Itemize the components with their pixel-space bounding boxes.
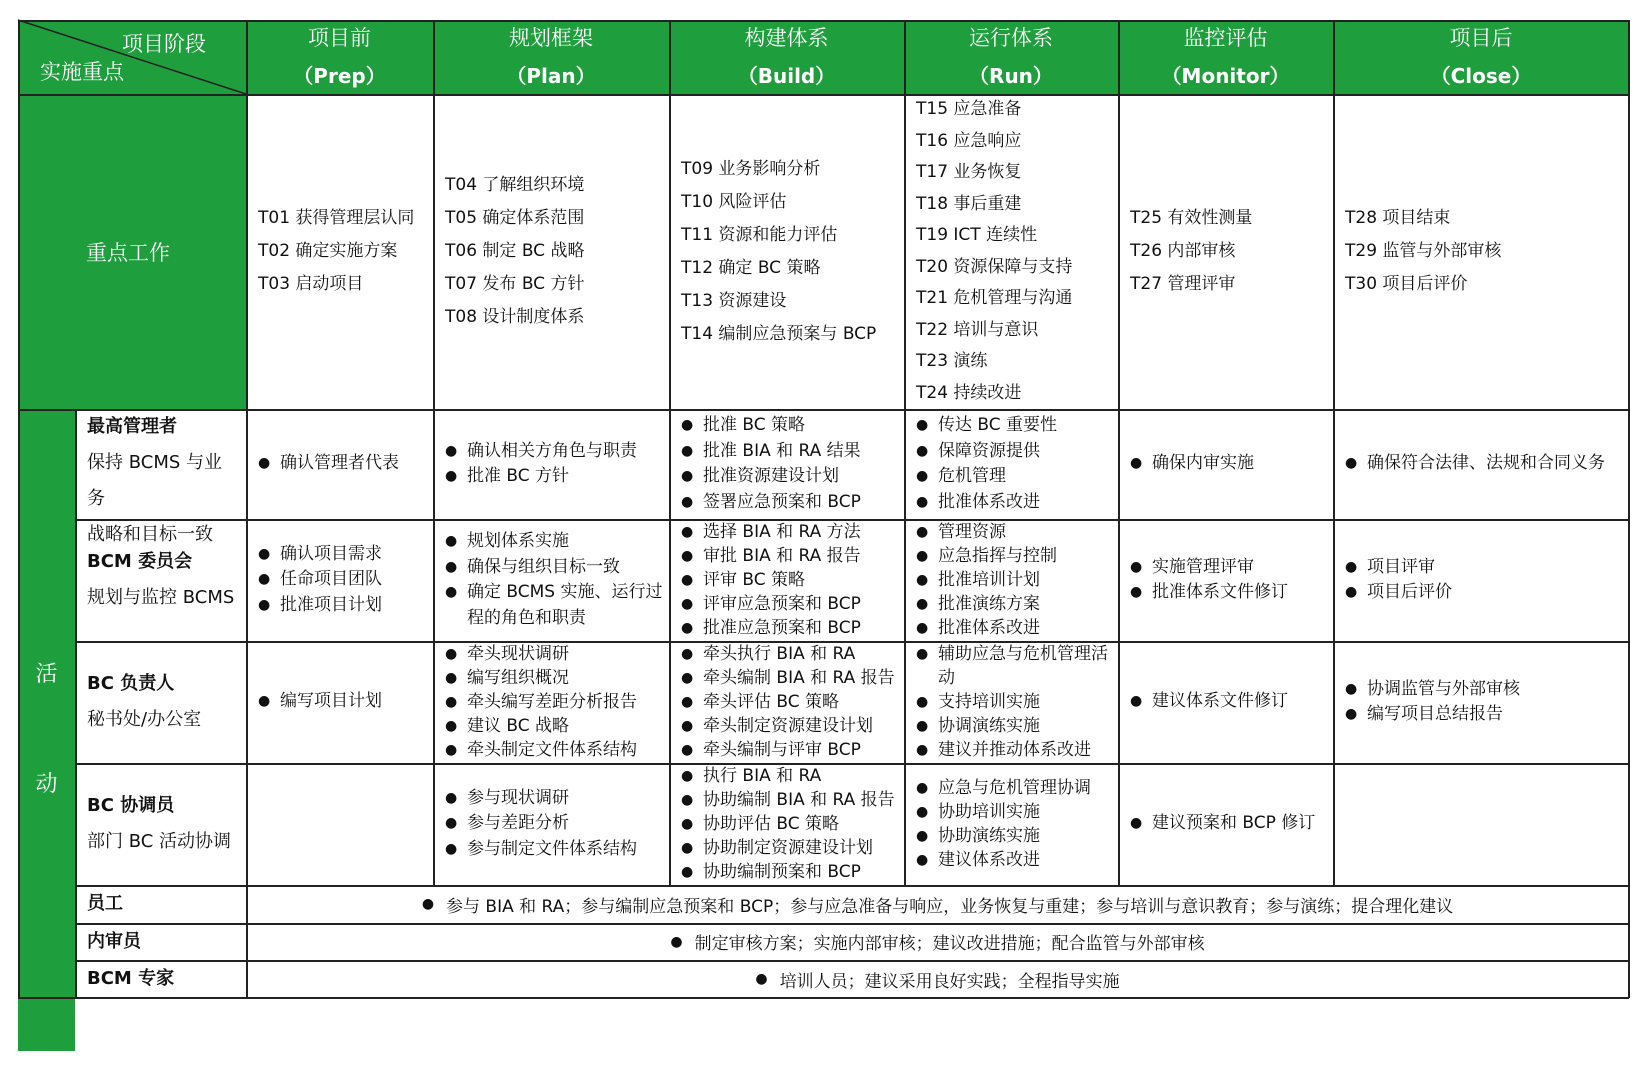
activity-cell [1333,409,1629,519]
task-item: T20 资源保障与支持 [916,256,1073,277]
activity-list [1333,519,1629,641]
task-item: T05 确定体系范围 [445,208,585,228]
grid-line [1118,20,1120,885]
task-item: T07 发布 BC 方针 [445,274,585,294]
activity-item: ● 协助评估 BC 策略 [681,812,900,836]
grid-line [18,20,1629,22]
phase-header-plan [433,20,669,94]
activity-item: ● 传达 BC 重要性 [916,413,1114,439]
task-list [669,94,904,409]
key-work-cell-build [669,94,904,409]
activity-item: ● 批准 BIA 和 RA 结果 [681,439,900,465]
grid-line [246,20,248,998]
activity-list [1118,409,1333,519]
grid-line [75,763,1629,765]
activity-cell [1333,519,1629,641]
activity-item: ● 确保符合法律、法规和合同义务 [1345,451,1619,477]
task-item: T17 业务恢复 [916,162,1022,182]
activity-item: ● 批准应急预案和 BCP [681,616,900,640]
activity-list [904,763,1118,885]
activity-item: ● 批准资源建设计划 [681,464,900,490]
task-list [433,94,669,409]
activity-item: ● 编写项目计划 [258,689,429,715]
task-item: T15 应急准备 [916,99,1022,119]
key-work-cell-prep [246,94,433,409]
phase-name: 构建体系 [744,26,829,50]
row-text-content: 参与 BIA 和 RA；参与编制应急预案和 BCP；参与应急准备与响应，业务恢复与重建；参与培训与意识教育；参与演练；提合理化建议 [446,896,1454,917]
row-text [246,960,1629,998]
row-text [246,923,1629,960]
grid-line [75,885,1629,887]
header-corner-cell [18,20,246,94]
phase-code: （Build） [737,64,836,88]
activity-cell [433,409,669,519]
expert-activity-cell [246,960,1629,998]
role-title: BC 协调员 [87,795,175,816]
activity-list [904,641,1118,763]
activity-item: ● 牵头现状调研 [445,642,665,666]
activity-item: ● 牵头评估 BC 策略 [681,690,900,714]
task-item: T18 事后重建 [916,193,1022,214]
activity-item: ● 批准体系改进 [916,490,1114,516]
task-item: T16 应急响应 [916,130,1022,151]
activity-item: ● 协助制定资源建设计划 [681,836,900,860]
task-item: T12 确定 BC 策略 [681,257,821,278]
grid-line [18,409,1629,411]
activity-item: ● 支持培训实施 [916,690,1114,714]
role-title: BCM 专家 [87,968,175,989]
activity-item: ● 选择 BIA 和 RA 方法 [681,520,900,544]
activity-item: ● 协调演练实施 [916,714,1114,738]
phase-name: 项目前 [308,26,371,50]
task-item: T09 业务影响分析 [681,158,821,179]
role-title: BCM 委员会 [87,551,193,572]
task-item: T08 设计制度体系 [445,307,585,327]
key-work-cell-close [1333,94,1629,409]
role-subtitle: 部门 BC 活动协调 [87,831,232,852]
activity-item: ● 牵头制定资源建设计划 [681,714,900,738]
task-list [904,94,1118,409]
activity-item: ● 应急指挥与控制 [916,544,1114,568]
key-work-cell-monitor [1118,94,1333,409]
phase-header-prep [246,20,433,94]
task-list [1118,94,1333,409]
activity-item: ● 确保与组织目标一致 [445,555,665,581]
activity-item: ● 编写组织概况 [445,666,665,690]
row-text-content: 培训人员；建议采用良好实践；全程指导实施 [779,971,1120,992]
role-subtitle: 秘书处/办公室 [87,709,202,730]
activity-list [1118,763,1333,885]
phase-header-build [669,20,904,94]
activity-item: ● 保障资源提供 [916,439,1114,465]
phase-header-run [904,20,1118,94]
activity-cell [246,409,433,519]
role-cell-top-management [75,409,246,545]
grid-line [1628,20,1630,998]
key-work-label: 重点工作 [86,240,170,265]
role-cell-bc-lead [75,641,246,763]
grid-line [18,997,1629,999]
activity-list [1333,409,1629,519]
phase-header-monitor [1118,20,1333,94]
activity-cell [1118,763,1333,885]
activity-item: ● 确认管理者代表 [258,451,429,477]
activity-list [246,641,433,763]
activity-cell [669,409,904,519]
activity-list [1118,519,1333,641]
activity-item: ● 牵头编制 BIA 和 RA 报告 [681,666,900,690]
activity-cell [904,409,1118,519]
phase-code: （Prep） [293,64,386,88]
activity-cell [246,641,433,763]
task-list [246,94,433,409]
activity-item: ● 批准演练方案 [916,592,1114,616]
task-item: T25 有效性测量 [1130,208,1253,228]
key-work-cell-run [904,94,1118,409]
phase-name: 运行体系 [969,26,1053,50]
activity-list [433,409,669,519]
activities-label-char: 活 [35,662,58,687]
activity-cell [1118,519,1333,641]
activity-list [669,519,904,641]
activities-label-cell [18,409,75,1051]
activity-item: ● 规划体系实施 [445,529,665,555]
task-item: T30 项目后评价 [1345,274,1468,294]
activity-cell [246,519,433,641]
row-text [246,885,1629,923]
activity-list [246,519,433,641]
activity-item: ● 应急与危机管理协调 [916,776,1114,800]
activity-item: ● 评审应急预案和 BCP [681,592,900,616]
auditor-activity-cell [246,923,1629,960]
activity-item: ● 审批 BIA 和 RA 报告 [681,544,900,568]
bcms-implementation-table [18,20,1629,1051]
activity-cell [1118,409,1333,519]
activity-item: ● 参与现状调研 [445,786,665,812]
task-item: T22 培训与意识 [916,319,1039,340]
activity-item: ● 协调监管与外部审核 [1345,677,1625,703]
activity-item: ● 确定 BCMS 实施、运行过程的角色和职责 [445,580,665,631]
phase-code: （Monitor） [1161,64,1290,88]
corner-label-focus: 实施重点 [40,60,124,84]
activity-item: ● 批准体系文件修订 [1130,580,1329,606]
key-work-label-cell [18,94,246,409]
activity-item: ● 辅助应急与危机管理活动 [916,642,1114,690]
role-title: BC 负责人 [87,673,175,694]
task-item: T23 演练 [916,351,988,371]
task-item: T14 编制应急预案与 BCP [681,323,877,344]
phase-code: （Plan） [506,64,596,88]
role-cell-internal-auditor [75,923,246,960]
grid-line [669,20,671,885]
activity-item: ● 执行 BIA 和 RA [681,764,900,788]
task-item: T06 制定 BC 战略 [445,241,585,261]
grid-line [18,94,1629,96]
activity-item: ● 项目评审 [1345,555,1625,581]
activity-item: ● 建议体系文件修订 [1130,689,1329,715]
activity-cell-empty [1333,763,1629,885]
activity-item: ● 牵头执行 BIA 和 RA [681,642,900,666]
activity-list [904,409,1118,519]
task-item: T29 监管与外部审核 [1345,241,1502,261]
task-item: T13 资源建设 [681,290,787,311]
grid-line [75,641,1629,643]
activity-list [1118,641,1333,763]
bullet-icon: ● [755,971,768,987]
role-cell-bcm-committee [75,519,246,641]
activity-item: ● 建议 BC 战略 [445,714,665,738]
bullet-icon: ● [421,896,435,912]
activity-item: ● 批准培训计划 [916,568,1114,592]
activity-cell [904,763,1118,885]
phase-name: 规划框架 [509,26,593,50]
task-item: T01 获得管理层认同 [258,208,415,228]
phase-code: （Run） [969,64,1053,88]
activity-list [433,641,669,763]
activity-item: ● 批准 BC 方针 [445,464,665,490]
activity-item: ● 协助编制预案和 BCP [681,860,900,884]
activity-cell [433,519,669,641]
task-item: T21 危机管理与沟通 [916,288,1073,308]
activity-item: ● 协助演练实施 [916,824,1114,848]
grid-line [904,20,906,885]
role-title: 内审员 [87,931,141,952]
task-item: T10 风险评估 [681,191,787,212]
phase-name: 监控评估 [1183,26,1268,50]
grid-line [75,519,1629,521]
task-item: T19 ICT 连续性 [916,225,1038,245]
activity-cell [1118,641,1333,763]
activity-item: ● 参与制定文件体系结构 [445,837,665,863]
grid-line [75,409,77,998]
activity-item: ● 建议体系改进 [916,848,1114,872]
activity-item: ● 建议预案和 BCP 修订 [1130,811,1329,837]
role-cell-bc-coordinator [75,763,246,885]
role-subtitle: 规划与监控 BCMS [87,587,235,608]
role-cell-bcm-expert [75,960,246,998]
corner-label-phase: 项目阶段 [122,32,206,56]
activity-cell [669,763,904,885]
staff-activity-cell [246,885,1629,923]
activity-item: ● 确认项目需求 [258,542,429,568]
activity-cell-empty [246,763,433,885]
role-subtitle: 保持 BCMS 与业务 [87,452,222,509]
activity-item: ● 协助编制 BIA 和 RA 报告 [681,788,900,812]
grid-line [1333,20,1335,885]
activity-item: ● 管理资源 [916,520,1114,544]
row-text-content: 制定审核方案；实施内部审核；建议改进措施；配合监管与外部审核 [694,934,1205,954]
phase-header-close [1333,20,1629,94]
activity-list [669,409,904,519]
activity-list [246,409,433,519]
activity-item: ● 确认相关方角色与职责 [445,439,665,465]
activity-item: ● 任命项目团队 [258,567,429,593]
grid-line [75,923,1629,925]
task-item: T26 内部审核 [1130,241,1236,261]
activity-item: ● 建议并推动体系改进 [916,738,1114,762]
activity-cell [669,641,904,763]
task-item: T03 启动项目 [258,274,364,294]
activity-item: ● 确保内审实施 [1130,451,1329,477]
grid-line [75,960,1629,962]
task-item: T02 确定实施方案 [258,241,398,261]
activity-cell [904,641,1118,763]
activity-list [669,763,904,885]
phase-name: 项目后 [1449,26,1513,50]
activities-label-char: 动 [35,772,58,797]
activity-item: ● 批准体系改进 [916,616,1114,640]
task-item: T28 项目结束 [1345,208,1451,228]
activity-item: ● 编写项目总结报告 [1345,702,1625,728]
activity-list [1333,641,1629,763]
task-item: T27 管理评审 [1130,274,1236,294]
role-title: 员工 [87,893,123,914]
activity-item: ● 牵头编写差距分析报告 [445,690,665,714]
bullet-icon: ● [670,933,683,950]
activity-item: ● 实施管理评审 [1130,555,1329,581]
activity-list [433,519,669,641]
role-subtitle: 战略和目标一致 [87,524,213,545]
activity-item: ● 牵头编制与评审 BCP [681,738,900,762]
activity-item: ● 项目后评价 [1345,580,1625,606]
task-item: T04 了解组织环境 [445,175,585,195]
task-list [1333,94,1629,409]
activity-list [433,763,669,885]
key-work-cell-plan [433,94,669,409]
role-title: 最高管理者 [87,416,177,437]
activity-item: ● 参与差距分析 [445,811,665,837]
activity-cell [433,763,669,885]
activity-item: ● 批准项目计划 [258,593,429,619]
activity-list [904,519,1118,641]
activity-item: ● 牵头制定文件体系结构 [445,738,665,762]
grid-line [18,20,20,998]
activity-cell [904,519,1118,641]
activity-list [669,641,904,763]
activity-item: ● 批准 BC 策略 [681,413,900,439]
activity-cell [1333,641,1629,763]
activity-item: ● 危机管理 [916,464,1114,490]
task-item: T11 资源和能力评估 [681,224,838,245]
role-cell-staff [75,885,246,923]
activity-cell [433,641,669,763]
task-item: T24 持续改进 [916,382,1022,403]
activity-cell [669,519,904,641]
activity-item: ● 签署应急预案和 BCP [681,490,900,516]
phase-code: （Close） [1430,64,1532,88]
grid-line [433,20,435,885]
activity-item: ● 评审 BC 策略 [681,568,900,592]
activity-item: ● 协助培训实施 [916,800,1114,824]
